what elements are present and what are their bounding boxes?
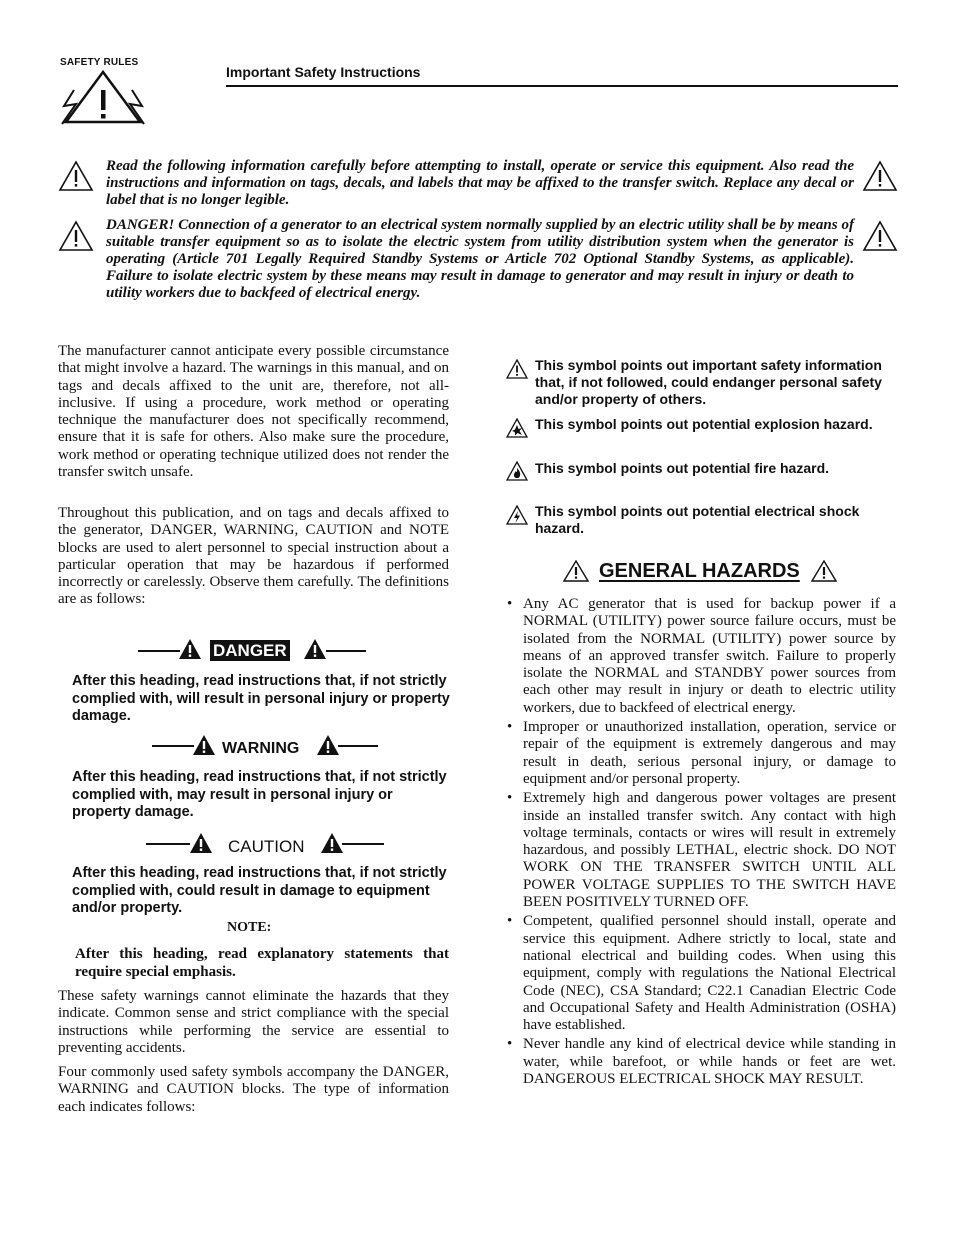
safety-alert-icon — [506, 359, 528, 379]
caution-label: CAUTION — [228, 837, 305, 856]
list-item: • Improper or unauthorized installation, operation, service or repair of the equipment is extremely dangerous and may result in death, serious personal injury, or damage to equipment and/or personal property. — [507, 719, 896, 788]
danger-triangle-icon — [178, 638, 202, 660]
manufacturer-paragraph: The manufacturer cannot anticipate every possible circumstance that might involve a hazard. The warnings in this manual, and on tags and decals affixed to the unit are, therefore, not all-inclusive. If using a procedure, work method or operating technique the manufacturer does not specifically recommend, ensure that it is safe for others. Also make sure the procedure, work method or operating technique utilized does not render the transfer switch unsafe. — [58, 343, 449, 481]
electrical-shock-icon — [506, 505, 528, 525]
safety-rules-label: SAFETY RULES — [60, 57, 139, 68]
warning-triangle-icon — [58, 160, 94, 192]
warning-triangle-icon — [862, 160, 898, 192]
danger-label: DANGER — [210, 640, 290, 661]
symbol-shock-text: This symbol points out potential electrical shock hazard. — [535, 503, 860, 536]
danger-rule-left — [138, 650, 180, 652]
note-label: NOTE: — [227, 920, 272, 935]
explosion-hazard-icon — [506, 418, 528, 438]
header-title: Important Safety Instructions — [226, 64, 421, 80]
caution-description: After this heading, read instructions that, if not strictly complied with, could result in damage to equipment and/or property. — [72, 865, 447, 916]
danger-rule-right — [326, 650, 366, 652]
symbol-safety-text: This symbol points out important safety information that, if not followed, could endanger personal safety and/or property of others. — [535, 357, 882, 407]
warning-triangle-icon — [192, 734, 216, 756]
safety-warnings-paragraph: These safety warnings cannot eliminate the hazards that they indicate. Common sense and strict compliance with the special instructions while performing the service are essential to preventing accidents. — [58, 988, 449, 1056]
symbol-explosion-text: This symbol points out potential explosion hazard. — [535, 416, 873, 432]
note-description: After this heading, read explanatory statements that require special emphasis. — [75, 946, 449, 980]
list-item: • Competent, qualified personnel should install, operate and service this equipment. Adhere strictly to local, state and national electrical and building codes. When using this equipment, comply with regulations the National Electrical Code (NEC), CSA Standard; C22.1 Canadian Electric Code and Occupational Safety and Health Administration (OSHA) have established. — [507, 913, 896, 1034]
fire-hazard-icon — [506, 461, 528, 481]
warning-rule-right — [338, 745, 378, 747]
danger-connection-text: DANGER! Connection of a generator to an electrical system normally supplied by an electric utility shall be by means of suitable transfer equipment so as to isolate the electric system from utility distribution system when the generator is operating (Article 701 Legally Required Standby Systems or Article 702 Optional Standby Systems, as applicable). Failure to isolate electric system by these means may result in damage to generator and may result in injury or death to utility workers due to backfeed of electrical energy. — [106, 217, 854, 301]
list-item: • Any AC generator that is used for backup power if a NORMAL (UTILITY) power source failure occurs, must be isolated from the NORMAL (UTILITY) power source by means of an approved transfer switch. Failure to properly isolate the NORMAL and STANDBY power sources from each other may result in injury or death to electric utility workers, due to backfeed of electrical energy. — [507, 596, 896, 717]
intro-warning-text: Read the following information carefully before attempting to install, operate or service this equipment. Also read the instructions and information on tags, decals, and labels that may be affixed to the transfer switch. Replace any decal or label that is no longer legible. — [106, 158, 854, 208]
general-hazards-title: GENERAL HAZARDS — [599, 560, 800, 582]
warning-triangle-icon — [58, 220, 94, 252]
general-hazards-list — [507, 596, 896, 1090]
caution-triangle-icon — [320, 832, 344, 854]
caution-rule-right — [342, 843, 384, 845]
warning-rule-left — [152, 745, 194, 747]
caution-rule-left — [146, 843, 190, 845]
danger-description: After this heading, read instructions that, if not strictly complied with, will result in personal injury or property damage. — [72, 673, 450, 724]
list-item: • Never handle any kind of electrical device while standing in water, while barefoot, or while hands or feet are wet. DANGEROUS ELECTRICAL SHOCK MAY RESULT. — [507, 1036, 896, 1088]
danger-triangle-icon — [303, 638, 327, 660]
list-item: • Extremely high and dangerous power voltages are present inside an installed transfer switch. Any contact with high voltage terminals, contacts or wires will result in extremely hazardous, and possibly LETHAL, electric shock. DO NOT WORK ON THE TRANSFER SWITCH UNTIL ALL POWER VOLTAGE SUPPLIES TO THE SWITCH HAVE BEEN POSITIVELY TURNED OFF. — [507, 790, 896, 911]
caution-triangle-icon — [189, 832, 213, 854]
safety-rules-logo-icon — [60, 68, 146, 126]
symbol-fire-text: This symbol points out potential fire hazard. — [535, 460, 830, 476]
warning-triangle-icon — [862, 220, 898, 252]
warning-label: WARNING — [222, 740, 300, 757]
warning-triangle-icon — [563, 559, 589, 583]
safety-symbols-paragraph: Four commonly used safety symbols accompany the DANGER, WARNING and CAUTION blocks. The type of information each indicates follows: — [58, 1064, 449, 1115]
warning-description: After this heading, read instructions that, if not strictly complied with, may result in personal injury or property damage. — [72, 769, 447, 820]
warning-triangle-icon — [811, 559, 837, 583]
warning-triangle-icon — [316, 734, 340, 756]
blocks-intro-paragraph: Throughout this publication, and on tags and decals affixed to the generator, DANGER, WARNING, CAUTION and NOTE blocks are used to alert personnel to special instruction about a particular operation that may be hazardous if performed incorrectly or carelessly. Observe them carefully. The definitions are as follows: — [58, 505, 449, 608]
header-divider — [226, 85, 898, 87]
